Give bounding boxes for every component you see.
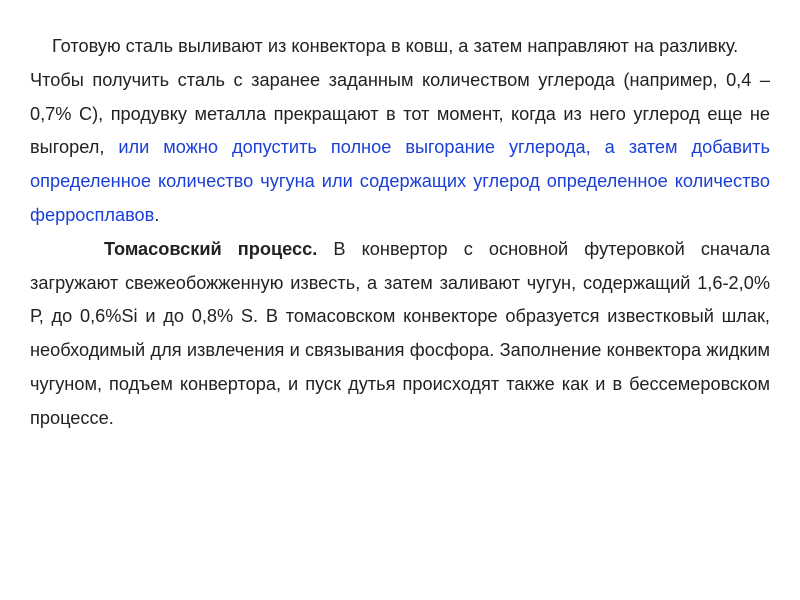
slide-text-body (30, 30, 770, 436)
paragraph-pouring (30, 30, 770, 64)
carbon-control-text: Чтобы получить сталь с заранее заданным количеством углерода (например, 0,4 – 0,7% С), продувку металла прекращают в тот момент, когда из него углерод еще не выгорел, (30, 69, 770, 158)
paragraph-pouring-text: Готовую сталь выливают из конвектора в ковш, а затем направляют на разливку. (52, 36, 739, 56)
carbon-control-highlight: или можно допустить полное выгорание углерода, а затем добавить определенное количество чугуна или содержащих углерод определенное количество ферросплавов (30, 137, 770, 225)
paragraph-thomas-process (30, 233, 770, 436)
paragraph-carbon-control (30, 64, 770, 233)
carbon-control-end: . (154, 204, 160, 225)
thomas-process-text: В конвертор с основной футеровкой сначала загружают свежеобожженную известь, а затем заливают чугун, содержащий 1,6-2,0% Р, до 0,6%Si и до 0,8% S. В томасовском конвекторе образуется известковый шлак, необходимый для извлечения и связывания фосфора. Заполнение конвектора жидким чугуном, подъем конвертора, и пуск дутья происходят также как и в бессемеровском процессе. (30, 238, 770, 428)
thomas-process-heading: Томасовский процесс. (104, 238, 318, 259)
